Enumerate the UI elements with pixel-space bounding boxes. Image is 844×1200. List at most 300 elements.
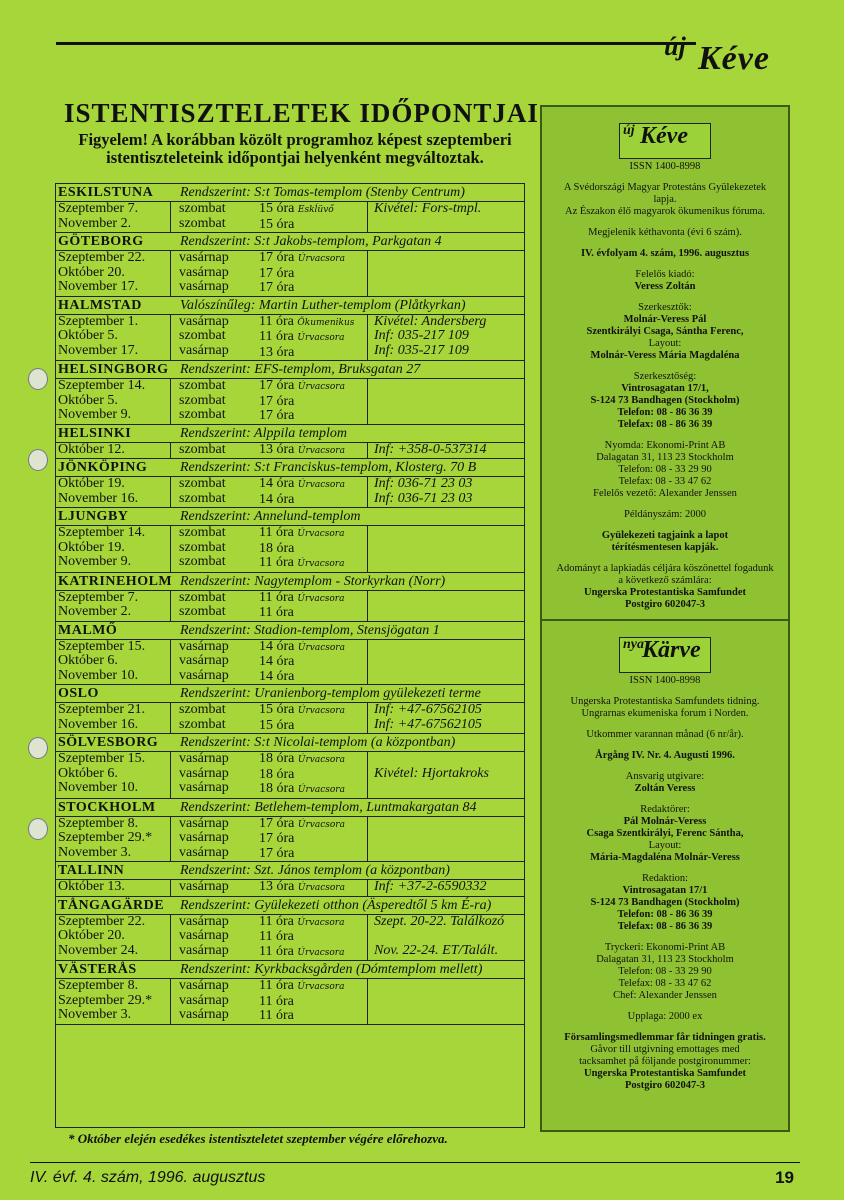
service-date: Október 19. <box>58 476 125 491</box>
service-date: Szeptember 14. <box>58 378 146 393</box>
service-time <box>259 817 367 833</box>
service-block <box>56 202 524 233</box>
service-time <box>259 346 367 361</box>
city-name: MALMŐ <box>58 622 118 638</box>
colophon-line: Postgiro 602047-3 <box>624 1080 705 1091</box>
service-date: Október 20. <box>58 928 125 943</box>
service-mark: Úrvacsora <box>297 785 345 795</box>
service-day: szombat <box>179 392 226 408</box>
service-day: szombat <box>179 407 226 422</box>
city-header <box>56 425 524 443</box>
colophon-line: Telefon: 08 - 86 36 39 <box>617 909 713 920</box>
days-column <box>171 591 259 621</box>
service-time <box>259 703 367 719</box>
colophon-line: Layout: <box>648 840 682 851</box>
dates-column <box>56 640 171 685</box>
service-date: Október 5. <box>58 328 118 343</box>
city-name: JÖNKÖPING <box>58 460 148 475</box>
service-note: Kivétel: Hjortakroks <box>374 765 489 781</box>
service-note <box>374 379 524 394</box>
service-day: vasárnap <box>179 928 229 943</box>
dates-column <box>56 315 171 361</box>
times-column <box>259 591 367 621</box>
time-text: 15 óra <box>259 201 295 216</box>
service-note: Inf: 035-217 109 <box>374 328 469 343</box>
service-time <box>259 752 367 768</box>
colophon-line: Upplaga: 2000 ex <box>627 1011 703 1022</box>
times-column <box>259 315 367 361</box>
service-block <box>56 703 524 734</box>
spacer <box>542 762 788 771</box>
colophon-line: Szentkirályi Csaga, Sántha Ferenc, <box>586 326 744 337</box>
city-location: Rendszerint: Uranienborg-templom gyülekezeti terme <box>180 686 481 701</box>
service-date: Október 12. <box>58 441 125 457</box>
service-date: November 24. <box>58 942 139 958</box>
time-text: 11 óra <box>259 555 294 570</box>
city-name: LJUNGBY <box>58 509 129 524</box>
note-column <box>367 443 524 459</box>
time-text: 18 óra <box>259 766 295 782</box>
service-time <box>259 267 367 282</box>
dates-column <box>56 817 171 862</box>
service-date: Szeptember 1. <box>58 313 139 329</box>
schedule-table <box>55 183 525 1128</box>
service-block <box>56 915 524 962</box>
city-name: GÖTEBORG <box>58 234 144 249</box>
time-text: 11 óra <box>259 329 294 344</box>
service-time <box>259 315 367 331</box>
spacer <box>542 260 788 269</box>
dates-column <box>56 915 171 961</box>
service-day: vasárnap <box>179 638 229 654</box>
spacer <box>542 521 788 530</box>
service-block <box>56 880 524 897</box>
city-location: Rendszerint: Betlehem-templom, Luntmakargatan 84 <box>180 799 477 815</box>
city-name: SÖLVESBORG <box>58 735 159 750</box>
note-column <box>367 880 524 896</box>
colophon-line: Csaga Szentkirályi, Ferenc Sántha, <box>586 828 744 839</box>
binder-hole <box>28 368 48 390</box>
service-block <box>56 379 524 425</box>
city-header <box>56 297 524 315</box>
service-note <box>374 640 524 655</box>
days-column <box>171 640 259 685</box>
service-block <box>56 443 524 460</box>
service-note: Inf: +47-67562105 <box>374 702 482 717</box>
service-block <box>56 817 524 863</box>
spacer <box>542 1023 788 1032</box>
spacer <box>542 554 788 563</box>
service-time <box>259 847 367 862</box>
service-block <box>56 251 524 297</box>
service-mark: Eskĺüvő <box>297 205 334 215</box>
time-text: 11 óra <box>259 943 294 959</box>
colophon-line: Redaktion: <box>641 873 689 884</box>
service-day: vasárnap <box>179 667 229 683</box>
service-mark: Úrvacsora <box>297 706 345 716</box>
service-note <box>374 669 524 684</box>
karve-logo <box>619 637 711 673</box>
service-date: Október 5. <box>58 392 118 408</box>
city-name: HELSINGBORG <box>58 362 169 377</box>
service-day: vasárnap <box>179 830 229 845</box>
colophon-line: Pál Molnár-Veress <box>623 816 707 827</box>
service-time <box>259 768 367 783</box>
spacer <box>542 362 788 371</box>
service-block <box>56 979 524 1025</box>
service-note <box>374 929 524 944</box>
service-day: vasárnap <box>179 1007 229 1022</box>
spacer <box>542 864 788 873</box>
service-time <box>259 251 367 267</box>
city-header <box>56 734 524 752</box>
colophon-line: ISSN 1400-8998 <box>629 161 701 172</box>
spacer <box>542 795 788 804</box>
service-note <box>374 408 524 423</box>
city-location: Valószínűleg: Martin Luther-templom (Plåtkyrkan) <box>180 297 466 313</box>
service-mark: Úrvacsora <box>297 883 345 893</box>
colophon-line: Chef: Alexander Jenssen <box>613 990 717 1001</box>
logo-prefix: új <box>623 123 635 138</box>
days-column <box>171 880 259 896</box>
service-day: szombat <box>179 702 226 717</box>
time-text: 17 óra <box>259 265 295 281</box>
colophon-line: Församlingsmedlemmar får tidningen gratis. <box>564 1032 766 1043</box>
spacer <box>542 239 788 248</box>
service-day: szombat <box>179 490 226 506</box>
service-day: szombat <box>179 525 226 540</box>
service-note <box>374 394 524 409</box>
city-header <box>56 573 524 591</box>
note-column <box>367 703 524 733</box>
service-day: vasárnap <box>179 942 229 958</box>
times-column <box>259 880 367 896</box>
service-day: vasárnap <box>179 250 229 265</box>
page-title: ISTENTISZTELETEK IDŐPONTJAI <box>64 98 539 128</box>
note-column <box>367 315 524 361</box>
colophon-line: Gyülekezeti tagjaink a lapot <box>601 530 729 541</box>
time-text: 17 óra <box>259 815 295 831</box>
colophon-line: Postgiro 602047-3 <box>624 599 705 610</box>
colophon-line: Megjelenik kéthavonta (évi 6 szám). <box>588 227 742 238</box>
service-mark: Úrvacsora <box>297 982 345 992</box>
service-time <box>259 477 367 493</box>
service-note <box>374 526 524 541</box>
service-mark: Úrvacsora <box>297 480 345 490</box>
service-time <box>259 202 367 218</box>
service-note <box>374 541 524 556</box>
city-location: Rendszerint: S:t Nicolai-templom (a központban) <box>180 735 456 750</box>
service-block <box>56 477 524 508</box>
service-day: szombat <box>179 328 226 343</box>
service-day: szombat <box>179 589 226 605</box>
colophon-line: Molnár-Veress Mária Magdaléna <box>590 350 740 361</box>
colophon-line: Példányszám: 2000 <box>624 509 706 520</box>
city-header <box>56 508 524 526</box>
binder-hole <box>28 737 48 759</box>
colophon-line: ISSN 1400-8998 <box>629 675 701 686</box>
logo-name: Kärve <box>642 637 701 663</box>
times-column <box>259 379 367 424</box>
page-number: 19 <box>775 1168 794 1187</box>
service-mark: Úrvacsora <box>297 445 345 456</box>
sidebar-divider <box>542 619 788 621</box>
spacer <box>542 720 788 729</box>
service-time <box>259 542 367 557</box>
service-time <box>259 606 367 621</box>
time-text: 17 óra <box>259 250 295 265</box>
footnote: * Október elején esedékes istentiszteletet szeptember végére előrehozva. <box>68 1131 448 1146</box>
service-note <box>374 846 524 861</box>
colophon-line: Ungrarnas ekumeniska forum i Norden. <box>581 708 749 719</box>
service-time <box>259 670 367 685</box>
colophon-line: Telefax: 08 - 86 36 39 <box>617 419 713 430</box>
spacer <box>542 500 788 509</box>
service-date: November 9. <box>58 554 132 569</box>
service-date: Szeptember 29.* <box>58 830 153 845</box>
city-location: Rendszerint: S:t Franciskus-templom, Klosterg. 70 B <box>180 460 477 475</box>
service-block <box>56 315 524 362</box>
days-column <box>171 915 259 961</box>
service-note <box>374 591 524 606</box>
footer-rule <box>30 1162 800 1163</box>
city-header <box>56 961 524 979</box>
service-time <box>259 915 367 931</box>
binder-hole <box>28 449 48 471</box>
service-date: Szeptember 29.* <box>58 992 153 1008</box>
city-header <box>56 184 524 202</box>
city-header <box>56 459 524 477</box>
days-column <box>171 477 259 507</box>
service-note: Kivétel: Andersberg <box>374 313 487 329</box>
colophon-line: Gåvor till utgivning emottages med <box>590 1044 740 1055</box>
colophon-line: térítésmentesen kapják. <box>611 542 719 553</box>
days-column <box>171 202 259 232</box>
service-time <box>259 930 367 945</box>
masthead-keve: Kéve <box>698 40 770 77</box>
service-note: Inf: 036-71 23 03 <box>374 476 473 491</box>
days-column <box>171 315 259 361</box>
city-location: Rendszerint: S:t Tomas-templom (Stenby Centrum) <box>180 185 465 200</box>
service-day: vasárnap <box>179 978 229 993</box>
days-column <box>171 752 259 798</box>
service-note: Szept. 20-22. Találkozó <box>374 913 505 929</box>
time-text: 15 óra <box>259 717 295 733</box>
masthead-uj: új <box>664 32 686 61</box>
time-text: 13 óra <box>259 441 295 457</box>
service-note <box>374 781 524 796</box>
service-date: Szeptember 8. <box>58 815 139 831</box>
service-day: szombat <box>179 201 226 216</box>
service-date: Október 19. <box>58 539 125 555</box>
service-time <box>259 443 367 459</box>
city-header <box>56 897 524 915</box>
colophon-line: Szerkesztőség: <box>633 371 697 382</box>
service-day: vasárnap <box>179 342 229 358</box>
service-date: Szeptember 21. <box>58 702 146 717</box>
time-text: 15 óra <box>259 216 295 232</box>
note-column <box>367 979 524 1024</box>
colophon-line: Veress Zoltán <box>634 281 696 292</box>
service-time <box>259 330 367 346</box>
service-date: November 2. <box>58 215 132 231</box>
times-column <box>259 915 367 961</box>
service-date: Október 6. <box>58 653 118 668</box>
colophon-line: Utkommer varannan månad (6 nr/år). <box>586 729 744 740</box>
colophon-line: Telefon: 08 - 86 36 39 <box>617 407 713 418</box>
days-column <box>171 379 259 424</box>
service-day: vasárnap <box>179 751 229 766</box>
service-day: szombat <box>179 716 226 732</box>
service-note: Kivétel: Fors-tmpl. <box>374 201 482 216</box>
service-note: Inf: 036-71 23 03 <box>374 490 473 506</box>
time-text: 17 óra <box>259 408 295 423</box>
service-mark: Úrvacsora <box>297 947 345 958</box>
service-date: November 10. <box>58 780 139 795</box>
dates-column <box>56 591 171 621</box>
spacer <box>542 173 788 182</box>
service-time <box>259 782 367 798</box>
service-date: November 2. <box>58 604 132 619</box>
colophon-line: Zoltán Veress <box>634 783 696 794</box>
note-column <box>367 379 524 424</box>
times-column <box>259 443 367 459</box>
colophon-line: a következő számlára: <box>618 575 712 586</box>
note-column <box>367 640 524 685</box>
city-name: STOCKHOLM <box>58 799 156 815</box>
time-text: 14 óra <box>259 476 295 491</box>
service-note <box>374 251 524 266</box>
service-day: vasárnap <box>179 815 229 831</box>
spacer <box>542 1002 788 1011</box>
notice-text: Figyelem! A korábban közölt programhoz képest szeptemberi istentiszteleteink időpontjai helyenként megváltoztak. <box>78 130 512 167</box>
service-note: Inf: +47-67562105 <box>374 716 482 732</box>
spacer <box>542 933 788 942</box>
colophon-line: Årgång IV. Nr. 4. Augusti 1996. <box>595 750 735 761</box>
header-rule <box>56 42 696 45</box>
times-column <box>259 477 367 507</box>
service-time <box>259 281 367 296</box>
service-day: vasárnap <box>179 879 229 894</box>
colophon-line: Az Északon élő magyarok ökumenikus fóruma. <box>564 206 766 217</box>
city-header <box>56 233 524 251</box>
time-text: 11 óra <box>259 589 294 605</box>
service-day: szombat <box>179 441 226 457</box>
service-mark: Úrvacsora <box>297 917 345 928</box>
service-note <box>374 1008 524 1023</box>
service-date: November 16. <box>58 716 139 732</box>
city-header <box>56 799 524 817</box>
note-column <box>367 817 524 862</box>
service-time <box>259 591 367 607</box>
service-day: vasárnap <box>179 653 229 668</box>
service-date: November 16. <box>58 490 139 506</box>
dates-column <box>56 379 171 424</box>
dates-column <box>56 703 171 733</box>
service-day: vasárnap <box>179 264 229 280</box>
service-date: Szeptember 7. <box>58 589 139 605</box>
times-column <box>259 251 367 296</box>
colophon-line: Telefon: 08 - 33 29 90 <box>618 966 712 977</box>
colophon-line: lapja. <box>653 194 677 205</box>
service-time <box>259 945 367 961</box>
service-day: szombat <box>179 215 226 231</box>
colophon-line: Telefax: 08 - 33 47 62 <box>618 476 712 487</box>
service-day: vasárnap <box>179 913 229 929</box>
days-column <box>171 817 259 862</box>
service-date: November 10. <box>58 667 139 683</box>
time-text: 14 óra <box>259 654 295 669</box>
spacer <box>542 687 788 696</box>
time-text: 11 óra <box>259 313 294 329</box>
city-location: Rendszerint: Nagytemplom - Storkyrkan (Norr) <box>180 573 446 589</box>
dates-column <box>56 477 171 507</box>
time-text: 14 óra <box>259 668 295 684</box>
note-column <box>367 202 524 232</box>
masthead-logo <box>664 22 799 77</box>
time-text: 11 óra <box>259 978 294 993</box>
days-column <box>171 526 259 572</box>
city-location: Rendszerint: Alppila templom <box>180 425 347 441</box>
service-note <box>374 979 524 994</box>
colophon-line: Ansvarig utgivare: <box>625 771 705 782</box>
time-text: 11 óra <box>259 605 294 620</box>
time-text: 17 óra <box>259 845 295 861</box>
time-text: 13 óra <box>259 879 295 894</box>
time-text: 18 óra <box>259 751 295 766</box>
service-time <box>259 218 367 233</box>
colophon-line: Felelős vezető: Alexander Jenssen <box>593 488 737 499</box>
city-location: Rendszerint: Kyrkbacksgården (Dómtemplom mellett) <box>180 962 483 977</box>
dates-column <box>56 526 171 572</box>
dates-column <box>56 202 171 232</box>
colophon-line: IV. évfolyam 4. szám, 1996. augusztus <box>580 248 750 259</box>
service-date: November 17. <box>58 342 139 358</box>
service-mark: Úrvacsora <box>297 819 345 830</box>
service-mark: Úrvacsora <box>297 529 345 539</box>
service-block <box>56 526 524 573</box>
service-date: November 17. <box>58 279 139 294</box>
times-column <box>259 640 367 685</box>
service-time <box>259 832 367 847</box>
colophon-line: S-124 73 Bandhagen (Stockholm) <box>590 395 740 406</box>
service-date: November 9. <box>58 407 132 422</box>
dates-column <box>56 251 171 296</box>
service-time <box>259 395 367 410</box>
colophon-line: Ungerska Protestantiska Samfundet <box>584 1068 746 1079</box>
note-column <box>367 251 524 296</box>
service-time <box>259 1009 367 1024</box>
service-note: Inf: +37-2-6590332 <box>374 879 487 894</box>
colophon-line: Nyomda: Ekonomi-Print AB <box>604 440 726 451</box>
service-note <box>374 831 524 846</box>
service-note <box>374 605 524 620</box>
city-name: TÅNGAGÄRDE <box>58 897 165 913</box>
service-day: szombat <box>179 378 226 393</box>
days-column <box>171 979 259 1024</box>
service-day: vasárnap <box>179 780 229 795</box>
days-column <box>171 703 259 733</box>
city-name: HALMSTAD <box>58 297 142 313</box>
note-column <box>367 915 524 961</box>
service-day: vasárnap <box>179 844 229 860</box>
service-mark: Úrvacsora <box>297 642 345 653</box>
service-date: Szeptember 15. <box>58 638 146 654</box>
service-date: Szeptember 22. <box>58 250 146 265</box>
service-note <box>374 266 524 281</box>
colophon-line: Vintrosagatan 17/1 <box>622 885 708 896</box>
service-date: Szeptember 7. <box>58 201 139 216</box>
